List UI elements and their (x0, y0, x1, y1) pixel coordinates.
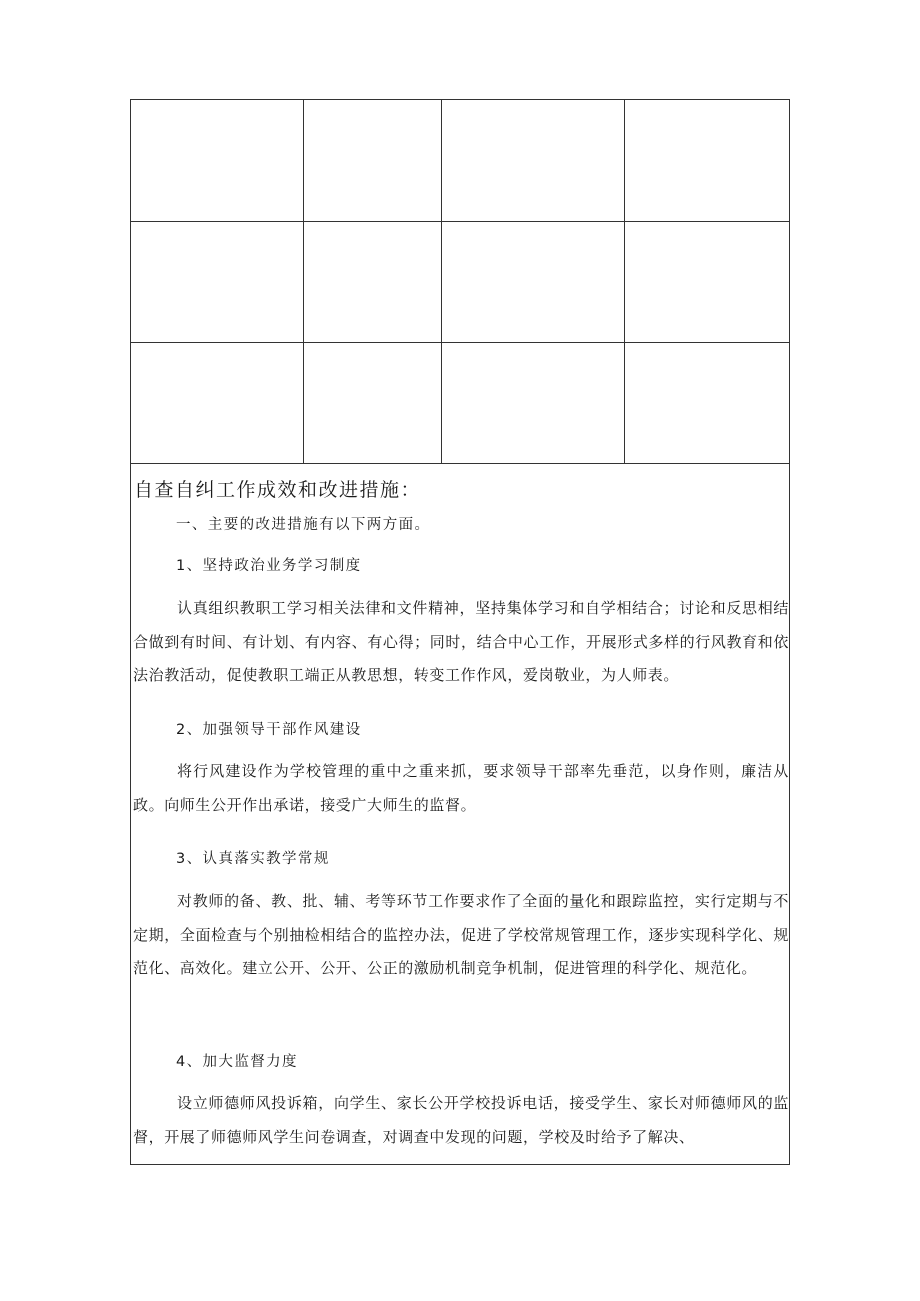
item-title: 2、加强领导干部作风建设 (176, 722, 362, 738)
table-cell (304, 222, 441, 342)
item-title: 3、认真落实教学常规 (176, 851, 330, 867)
table-cell (131, 343, 303, 463)
table-cell (304, 343, 441, 463)
table-cell (131, 222, 303, 342)
table-cell (131, 100, 303, 221)
document-table (130, 99, 790, 1165)
item-paragraph: 将行风建设作为学校管理的重中之重来抓，要求领导干部率先垂范，以身作则，廉洁从政。向师生公开作出承诺，接受广大师生的监督。 (133, 762, 789, 814)
grid-row-divider (131, 463, 789, 464)
item-paragraph: 对教师的备、教、批、辅、考等环节工作要求作了全面的量化和跟踪监控，实行定期与不定期，全面检查与个别抽检相结合的监控办法，促进了学校常规管理工作，逐步实现科学化、规范化、高效化。建立公开、公开、公正的激励机制竞争机制，促进管理的科学化、规范化。 (133, 892, 789, 977)
table-cell (625, 343, 789, 463)
table-cell (442, 222, 624, 342)
empty-grid (131, 100, 789, 464)
table-cell (625, 100, 789, 221)
section-intro: 一、主要的改进措施有以下两方面。 (176, 517, 431, 533)
table-cell (442, 343, 624, 463)
item-paragraph: 认真组织教职工学习相关法律和文件精神，坚持集体学习和自学相结合；讨论和反思相结合做到有时间、有计划、有内容、有心得；同时，结合中心工作，开展形式多样的行风教育和依法治教活动，促使教职工端正从教思想，转变工作作风，爱岗敬业，为人师表。 (133, 599, 789, 684)
table-cell (625, 222, 789, 342)
item-paragraph: 设立师德师风投诉箱，向学生、家长公开学校投诉电话，接受学生、家长对师德师风的监督，开展了师德师风学生问卷调查，对调查中发现的问题，学校及时给予了解决、 (133, 1094, 789, 1146)
table-cell (304, 100, 441, 221)
section-heading: 自查自纠工作成效和改进措施： (134, 479, 422, 501)
table-cell (442, 100, 624, 221)
item-title: 1、坚持政治业务学习制度 (176, 558, 362, 574)
item-title: 4、加大监督力度 (176, 1054, 298, 1070)
